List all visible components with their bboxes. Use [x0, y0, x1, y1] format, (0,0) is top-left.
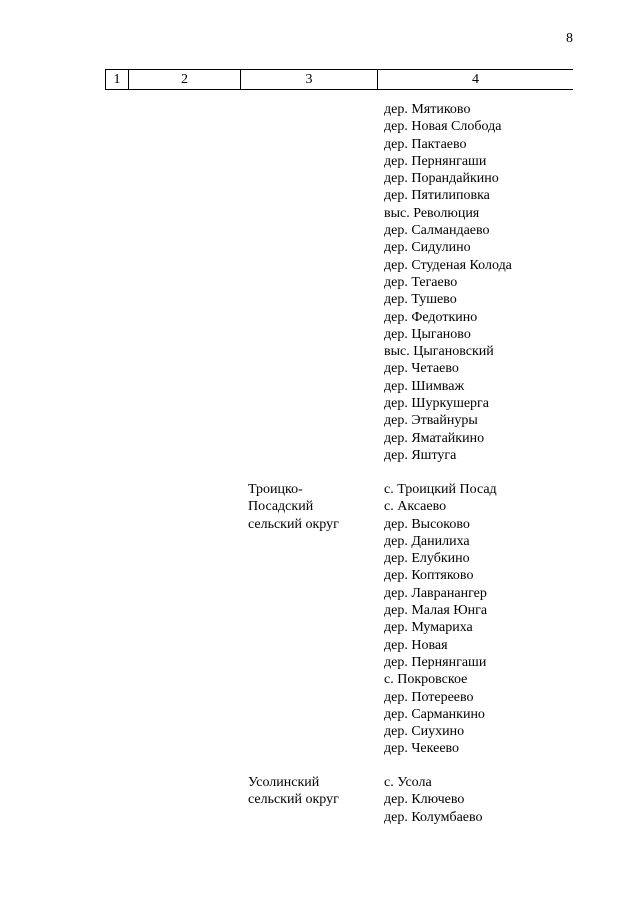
district-line: сельский округ	[248, 516, 339, 532]
list-item: дер. Шуркушерга	[384, 396, 490, 412]
list-item: дер. Пактаево	[384, 136, 467, 152]
list-item: дер. Елубкино	[384, 551, 470, 567]
column-header-2: 2	[128, 70, 240, 89]
list-item: дер. Колумбаево	[384, 809, 483, 825]
table-header-row	[105, 69, 573, 90]
list-item: дер. Сарманкино	[384, 706, 485, 722]
list-item: дер. Пернянгаши	[384, 153, 487, 169]
list-item: с. Усола	[384, 775, 432, 790]
list-item: дер. Коптяково	[384, 568, 474, 584]
district-name-usolinsky	[248, 774, 339, 809]
list-item: дер. Шимваж	[384, 378, 465, 394]
list-item: выс. Революция	[384, 205, 480, 221]
settlement-list-block2	[384, 481, 497, 758]
list-item: дер. Сидулино	[384, 240, 471, 256]
list-item: дер. Яштуга	[384, 447, 457, 463]
list-item: дер. Чекеево	[384, 741, 460, 757]
district-line: Усолинский	[248, 775, 320, 790]
settlement-list-block3	[384, 774, 483, 826]
list-item: дер. Салмандаево	[384, 223, 490, 239]
column-header-4: 4	[377, 70, 573, 89]
district-name-troitsko-posadsky	[248, 481, 339, 533]
list-item: дер. Пернянгаши	[384, 654, 487, 670]
list-item: дер. Федоткино	[384, 309, 478, 325]
column-header-1: 1	[105, 70, 128, 89]
list-item: дер. Сиухино	[384, 724, 465, 740]
list-item: с. Покровское	[384, 672, 468, 688]
list-item: дер. Новая	[384, 637, 448, 653]
list-item: дер. Данилиха	[384, 533, 470, 549]
list-item: дер. Лавранангер	[384, 585, 487, 601]
list-item: выс. Цыгановский	[384, 344, 494, 360]
list-item: с. Троицкий Посад	[384, 482, 497, 497]
list-item: дер. Пятилиповка	[384, 188, 490, 204]
page-number: 8	[566, 31, 573, 46]
district-line: Посадский	[248, 499, 314, 515]
list-item: дер. Ключево	[384, 792, 465, 808]
list-item: дер. Малая Юнга	[384, 603, 488, 619]
list-item: с. Аксаево	[384, 499, 447, 515]
district-line: Троицко-	[248, 482, 303, 497]
list-item: дер. Яматайкино	[384, 430, 485, 446]
list-item: дер. Мумариха	[384, 620, 473, 636]
list-item: дер. Мятиково	[384, 102, 471, 117]
list-item: дер. Тегаево	[384, 274, 458, 290]
district-line: сельский округ	[248, 792, 339, 808]
list-item: дер. Этвайнуры	[384, 413, 478, 429]
column-header-3: 3	[240, 70, 377, 89]
list-item: дер. Потереево	[384, 689, 474, 705]
settlement-list-block1	[384, 101, 512, 464]
list-item: дер. Новая Слобода	[384, 119, 502, 135]
list-item: дер. Студеная Колода	[384, 257, 512, 273]
list-item: дер. Тушево	[384, 292, 457, 308]
list-item: дер. Порандайкино	[384, 171, 499, 187]
list-item: дер. Цыганово	[384, 326, 471, 342]
list-item: дер. Высоково	[384, 516, 470, 532]
list-item: дер. Четаево	[384, 361, 459, 377]
